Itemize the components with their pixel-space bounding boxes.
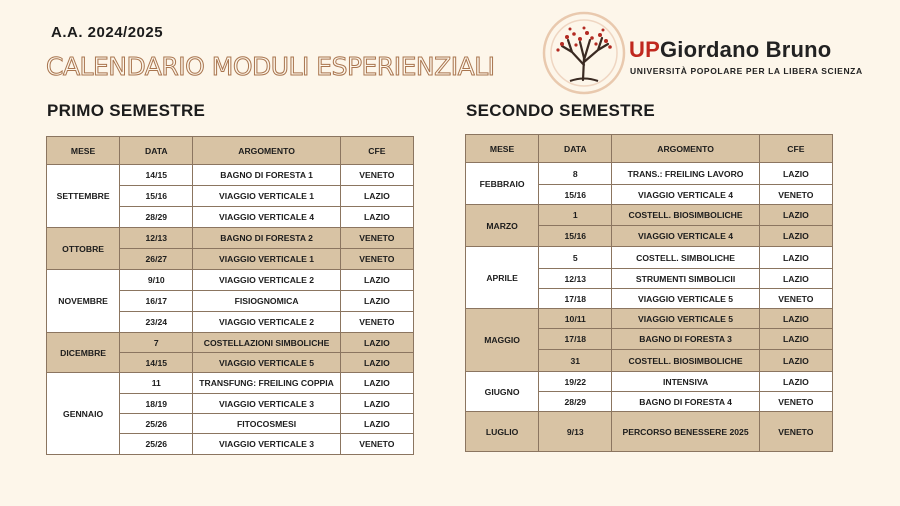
topic-cell: VIAGGIO VERTICALE 3 [193, 434, 340, 455]
semester-1-title: PRIMO SEMESTRE [47, 101, 206, 120]
month-cell: GENNAIO [47, 373, 120, 455]
date-cell: 17/18 [539, 329, 612, 350]
topic-cell: VIAGGIO VERTICALE 3 [193, 394, 340, 414]
topic-cell: VIAGGIO VERTICALE 1 [193, 186, 340, 207]
cfe-cell: LAZIO [340, 270, 413, 291]
topic-cell: COSTELL. BIOSIMBOLICHE [612, 350, 759, 372]
topic-cell: FISIOGNOMICA [193, 291, 340, 312]
topic-cell: BAGNO DI FORESTA 3 [612, 329, 759, 350]
topic-cell: BAGNO DI FORESTA 1 [193, 165, 340, 186]
col-header-argomento: ARGOMENTO [193, 137, 340, 165]
cfe-cell: LAZIO [759, 163, 832, 185]
table-row [466, 163, 833, 185]
month-cell: NOVEMBRE [47, 270, 120, 333]
date-cell: 14/15 [120, 165, 193, 186]
date-cell: 25/26 [120, 434, 193, 455]
date-cell: 28/29 [120, 207, 193, 228]
cfe-cell: LAZIO [340, 414, 413, 434]
date-cell: 19/22 [539, 372, 612, 392]
date-cell: 11 [120, 373, 193, 394]
table-row [47, 165, 414, 186]
col-header-cfe: CFE [759, 135, 832, 163]
date-cell: 9/13 [539, 412, 612, 452]
col-header-cfe: CFE [340, 137, 413, 165]
cfe-cell: VENETO [340, 312, 413, 333]
date-cell: 8 [539, 163, 612, 185]
cfe-cell: VENETO [340, 165, 413, 186]
cfe-cell: VENETO [759, 412, 832, 452]
date-cell: 23/24 [120, 312, 193, 333]
table-row [466, 309, 833, 329]
topic-cell: BAGNO DI FORESTA 2 [193, 228, 340, 249]
academic-year: A.A. 2024/2025 [51, 24, 164, 41]
semester-1-table [46, 136, 414, 455]
table-row [47, 270, 414, 291]
topic-cell: VIAGGIO VERTICALE 5 [612, 309, 759, 329]
cfe-cell: LAZIO [759, 350, 832, 372]
topic-cell: VIAGGIO VERTICALE 2 [193, 312, 340, 333]
cfe-cell: LAZIO [340, 186, 413, 207]
date-cell: 25/26 [120, 414, 193, 434]
date-cell: 14/15 [120, 353, 193, 373]
cfe-cell: LAZIO [759, 309, 832, 329]
month-cell: FEBBRAIO [466, 163, 539, 205]
date-cell: 12/13 [539, 269, 612, 289]
date-cell: 12/13 [120, 228, 193, 249]
cfe-cell: LAZIO [759, 247, 832, 269]
semester-2-table [465, 134, 833, 452]
cfe-cell: VENETO [340, 228, 413, 249]
topic-cell: TRANS.: FREILING LAVORO [612, 163, 759, 185]
cfe-cell: LAZIO [759, 226, 832, 247]
cfe-cell: VENETO [759, 289, 832, 309]
cfe-cell: LAZIO [759, 205, 832, 226]
tree-logo-icon [540, 10, 628, 96]
table-row [47, 373, 414, 394]
brand-up: UP [629, 37, 660, 62]
date-cell: 16/17 [120, 291, 193, 312]
cfe-cell: VENETO [759, 185, 832, 205]
topic-cell: VIAGGIO VERTICALE 4 [612, 185, 759, 205]
topic-cell: VIAGGIO VERTICALE 4 [193, 207, 340, 228]
date-cell: 15/16 [120, 186, 193, 207]
table-row [466, 247, 833, 269]
month-cell: SETTEMBRE [47, 165, 120, 228]
cfe-cell: LAZIO [340, 333, 413, 353]
topic-cell: VIAGGIO VERTICALE 2 [193, 270, 340, 291]
brand-subtitle: UNIVERSITÀ POPOLARE PER LA LIBERA SCIENZA [630, 66, 863, 76]
date-cell: 9/10 [120, 270, 193, 291]
date-cell: 5 [539, 247, 612, 269]
col-header-data: DATA [120, 137, 193, 165]
col-header-mese: MESE [47, 137, 120, 165]
date-cell: 15/16 [539, 226, 612, 247]
col-header-mese: MESE [466, 135, 539, 163]
table-row [466, 205, 833, 226]
cfe-cell: LAZIO [759, 269, 832, 289]
topic-cell: VIAGGIO VERTICALE 5 [193, 353, 340, 373]
topic-cell: VIAGGIO VERTICALE 1 [193, 249, 340, 270]
topic-cell: FITOCOSMESI [193, 414, 340, 434]
topic-cell: INTENSIVA [612, 372, 759, 392]
date-cell: 31 [539, 350, 612, 372]
date-cell: 10/11 [539, 309, 612, 329]
date-cell: 17/18 [539, 289, 612, 309]
date-cell: 7 [120, 333, 193, 353]
cfe-cell: LAZIO [340, 373, 413, 394]
col-header-argomento: ARGOMENTO [612, 135, 759, 163]
month-cell: LUGLIO [466, 412, 539, 452]
month-cell: OTTOBRE [47, 228, 120, 270]
date-cell: 28/29 [539, 392, 612, 412]
date-cell: 1 [539, 205, 612, 226]
month-cell: APRILE [466, 247, 539, 309]
table-row [466, 412, 833, 452]
col-header-data: DATA [539, 135, 612, 163]
month-cell: GIUGNO [466, 372, 539, 412]
cfe-cell: VENETO [340, 249, 413, 270]
page-title: CALENDARIO MODULI ESPERIENZIALI [46, 52, 495, 81]
cfe-cell: VENETO [759, 392, 832, 412]
month-cell: DICEMBRE [47, 333, 120, 373]
brand-giordano-bruno: Giordano Bruno [659, 37, 832, 62]
cfe-cell: LAZIO [340, 291, 413, 312]
cfe-cell: LAZIO [759, 372, 832, 392]
date-cell: 26/27 [120, 249, 193, 270]
topic-cell: STRUMENTI SIMBOLICII [612, 269, 759, 289]
table-row [47, 228, 414, 249]
topic-cell: VIAGGIO VERTICALE 5 [612, 289, 759, 309]
topic-cell: BAGNO DI FORESTA 4 [612, 392, 759, 412]
topic-cell: COSTELLAZIONI SIMBOLICHE [193, 333, 340, 353]
topic-cell: COSTELL. BIOSIMBOLICHE [612, 205, 759, 226]
cfe-cell: LAZIO [759, 329, 832, 350]
date-cell: 18/19 [120, 394, 193, 414]
topic-cell: VIAGGIO VERTICALE 4 [612, 226, 759, 247]
month-cell: MAGGIO [466, 309, 539, 372]
cfe-cell: VENETO [340, 434, 413, 455]
cfe-cell: LAZIO [340, 207, 413, 228]
topic-cell: PERCORSO BENESSERE 2025 [612, 412, 759, 452]
topic-cell: COSTELL. SIMBOLICHE [612, 247, 759, 269]
month-cell: MARZO [466, 205, 539, 247]
semester-2-title: SECONDO SEMESTRE [466, 101, 655, 120]
table-row [47, 333, 414, 353]
brand-name [629, 37, 831, 63]
cfe-cell: LAZIO [340, 394, 413, 414]
date-cell: 15/16 [539, 185, 612, 205]
topic-cell: TRANSFUNG: FREILING COPPIA [193, 373, 340, 394]
table-row [466, 372, 833, 392]
cfe-cell: LAZIO [340, 353, 413, 373]
